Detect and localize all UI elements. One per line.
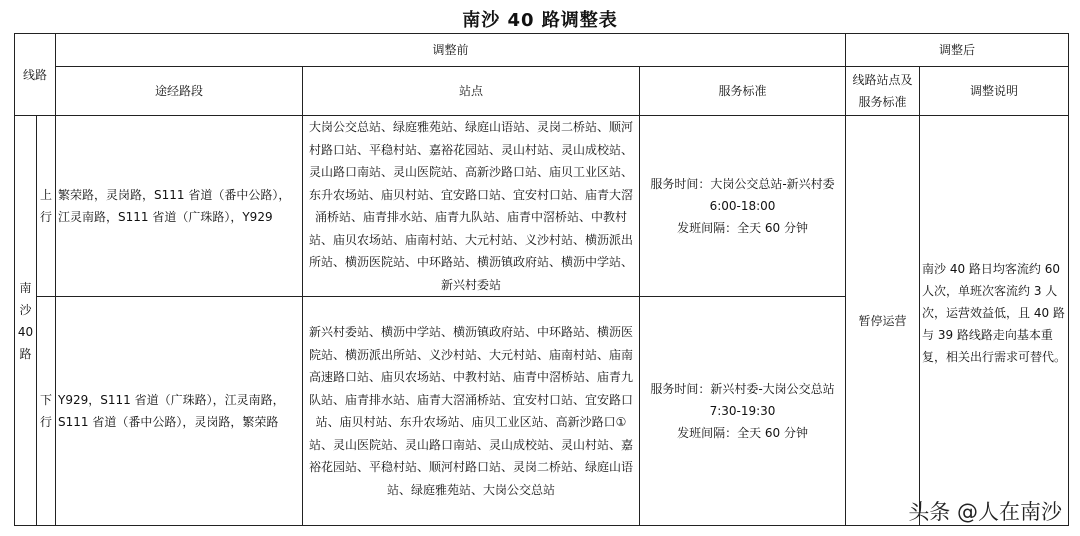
stations-down: 新兴村委站、横沥中学站、横沥镇政府站、中环路站、横沥医院站、横沥派出所站、义沙村站、大元村站、庙南村站、庙南高速路口站、庙贝农场站、中教村站、庙青中滘桥站、庙青九队站、庙青排水站、庙青大滘涌桥站、宜安村口站、宜安路口站、庙贝村站、东升农场站、庙贝工业区站、高新沙路口①站、灵山医院站、灵山路口南站、灵山成校站、灵山村站、嘉裕花园站、平稳村站、顺河村路口站、灵岗二桥站、绿庭山语站、绿庭雅苑站、大岗公交总站 <box>303 297 640 526</box>
header-road: 途经路段 <box>56 67 303 116</box>
interval-down: 发班间隔：全天 60 分钟 <box>677 426 808 440</box>
watermark: 头条 @人在南沙 <box>908 500 1062 524</box>
road-down: Y929，S111 省道（广珠路），江灵南路，S111 省道（番中公路），灵岗路，繁荣路 <box>56 297 303 526</box>
service-down <box>640 297 846 526</box>
header-after-note: 调整说明 <box>920 67 1069 116</box>
service-hours-down: 7:30-19:30 <box>709 404 776 418</box>
page-title: 南沙 40 路调整表 <box>462 10 618 31</box>
after-note-cell: 南沙 40 路日均客流约 60 人次，单班次客流约 3 人次，运营效益低，且 40 路与 39 路线路走向基本重复，相关出行需求可替代。 <box>920 116 1069 526</box>
header-service: 服务标准 <box>640 67 846 116</box>
header-route: 线路 <box>15 34 56 116</box>
road-up: 繁荣路，灵岗路，S111 省道（番中公路），江灵南路，S111 省道（广珠路），Y929 <box>56 116 303 297</box>
after-service-cell: 暂停运营 <box>846 116 920 526</box>
direction-down: 下行 <box>37 297 56 526</box>
header-before: 调整前 <box>56 34 846 67</box>
service-time-down: 服务时间：新兴村委-大岗公交总站 <box>650 382 835 396</box>
header-stations: 站点 <box>303 67 640 116</box>
interval-up: 发班间隔：全天 60 分钟 <box>677 221 808 235</box>
route-name-cell: 南沙40路 <box>15 116 37 526</box>
service-up <box>640 116 846 297</box>
adjustment-table <box>14 33 1069 526</box>
header-after: 调整后 <box>846 34 1069 67</box>
table-row <box>15 116 1069 297</box>
service-time-up: 服务时间：大岗公交总站-新兴村委 <box>650 177 835 191</box>
direction-up: 上行 <box>37 116 56 297</box>
service-hours-up: 6:00-18:00 <box>709 199 776 213</box>
stations-up: 大岗公交总站、绿庭雅苑站、绿庭山语站、灵岗二桥站、顺河村路口站、平稳村站、嘉裕花园站、灵山村站、灵山成校站、灵山路口南站、灵山医院站、高新沙路口站、庙贝工业区站、东升农场站、庙贝村站、宜安路口站、宜安村口站、庙青大滘涌桥站、庙青排水站、庙青九队站、庙青中滘桥站、中教村站、庙贝农场站、庙南村站、大元村站、义沙村站、横沥派出所站、横沥医院站、中环路站、横沥镇政府站、横沥中学站、新兴村委站 <box>303 116 640 297</box>
header-after-service: 线路站点及服务标准 <box>846 67 920 116</box>
